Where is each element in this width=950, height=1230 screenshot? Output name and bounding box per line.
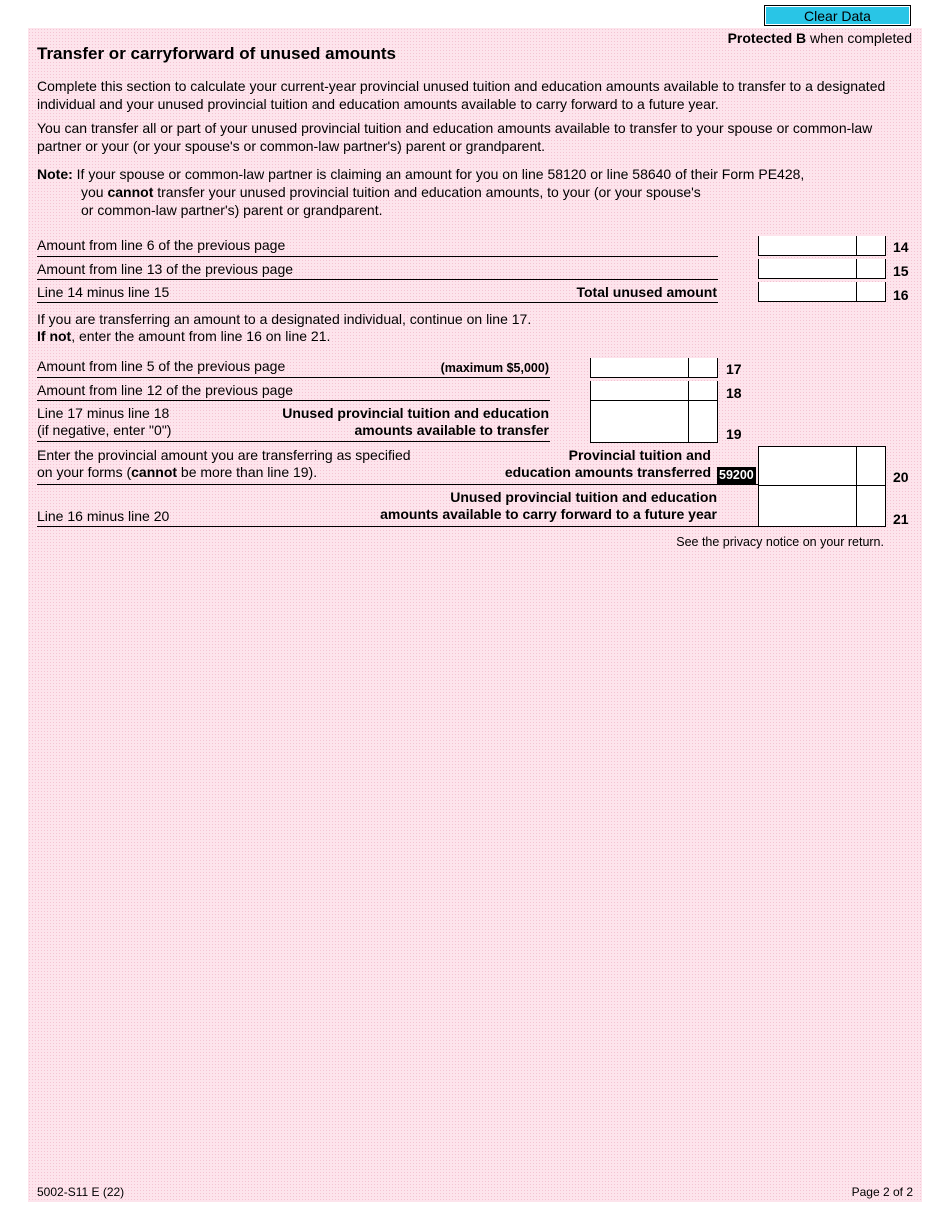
- form-identifier: 5002-S11 E (22): [37, 1185, 125, 1199]
- line-16-amount-field[interactable]: [758, 282, 886, 302]
- transfer-instruction-2: If not, enter the amount from line 16 on line 21.: [37, 328, 331, 344]
- line-20-description-1: Enter the provincial amount you are transferring as specified: [37, 447, 411, 463]
- line-18-number: 18: [726, 385, 742, 401]
- line-19-label-1: Unused provincial tuition and education: [282, 405, 549, 421]
- line-19-rule: [37, 441, 550, 442]
- line-16-rule: [37, 302, 718, 303]
- intro-paragraph-2: You can transfer all or part of your unused provincial tuition and education amounts available to transfer to your spouse or common-law partner or your (or your spouse's or common-law partner's) parent or grandparent.: [37, 120, 873, 154]
- line-20-rule: [37, 484, 758, 485]
- line-21-number: 21: [893, 511, 909, 527]
- line-16-number: 16: [893, 287, 909, 303]
- line-20-code-badge: 59200: [719, 468, 754, 482]
- line-20-description-2: on your forms (cannot be more than line 19).: [37, 464, 318, 480]
- line-14-number: 14: [893, 239, 909, 255]
- line-15-amount-field[interactable]: [758, 259, 886, 279]
- section-title: Transfer or carryforward of unused amounts: [37, 44, 396, 63]
- line-20-amount-field[interactable]: [758, 446, 886, 486]
- line-19-number: 19: [726, 426, 742, 442]
- line-15-number: 15: [893, 263, 909, 279]
- protected-b-label: Protected B when completed: [727, 30, 912, 46]
- line-20-label-1: Provincial tuition and: [568, 447, 711, 463]
- page-number: Page 2 of 2: [851, 1185, 913, 1199]
- line-14-description: Amount from line 6 of the previous page: [37, 237, 286, 253]
- line-21-label-2: amounts available to carry forward to a future year: [380, 506, 717, 522]
- line-17-number: 17: [726, 361, 742, 377]
- line-14-amount-field[interactable]: [758, 236, 886, 256]
- clear-data-button[interactable]: Clear Data: [764, 5, 911, 26]
- line-19-label-2: amounts available to transfer: [354, 422, 549, 438]
- line-14-rule: [37, 256, 718, 257]
- line-17-maximum: (maximum $5,000): [440, 361, 549, 375]
- privacy-notice: See the privacy notice on your return.: [676, 535, 884, 549]
- transfer-instruction-1: If you are transferring an amount to a designated individual, continue on line 17.: [37, 311, 532, 327]
- line-19-amount-field[interactable]: [590, 401, 718, 443]
- intro-paragraph-1: Complete this section to calculate your current-year provincial unused tuition and education amounts available to transfer to a designated individual and your unused provincial tuition and education amounts available to carry forward to a future year.: [37, 78, 886, 112]
- line-16-description: Line 14 minus line 15: [37, 284, 170, 300]
- line-17-rule: [37, 377, 550, 378]
- line-17-description: Amount from line 5 of the previous page: [37, 358, 286, 374]
- line-16-label: Total unused amount: [576, 284, 717, 300]
- line-18-rule: [37, 400, 550, 401]
- line-15-rule: [37, 279, 718, 280]
- line-21-label-1: Unused provincial tuition and education: [450, 489, 717, 505]
- note-paragraph: Note: If your spouse or common-law partner is claiming an amount for you on line 58120 or line 58640 of their Form PE428, you cannot transfer your unused provincial tuition and education amounts, to your (or your spouse's or common-law partner's) parent or grandparent.: [37, 166, 805, 218]
- line-19-description-1: Line 17 minus line 18: [37, 405, 170, 421]
- line-20-label-2: education amounts transferred: [504, 464, 711, 480]
- line-21-rule: [37, 526, 758, 527]
- line-18-amount-field[interactable]: [590, 381, 718, 401]
- line-20-number: 20: [893, 469, 909, 485]
- line-17-amount-field[interactable]: [590, 358, 718, 378]
- line-21-description: Line 16 minus line 20: [37, 508, 170, 524]
- line-18-description: Amount from line 12 of the previous page: [37, 382, 294, 398]
- line-15-description: Amount from line 13 of the previous page: [37, 261, 294, 277]
- line-21-amount-field[interactable]: [758, 486, 886, 527]
- line-19-description-2: (if negative, enter "0"): [37, 422, 172, 438]
